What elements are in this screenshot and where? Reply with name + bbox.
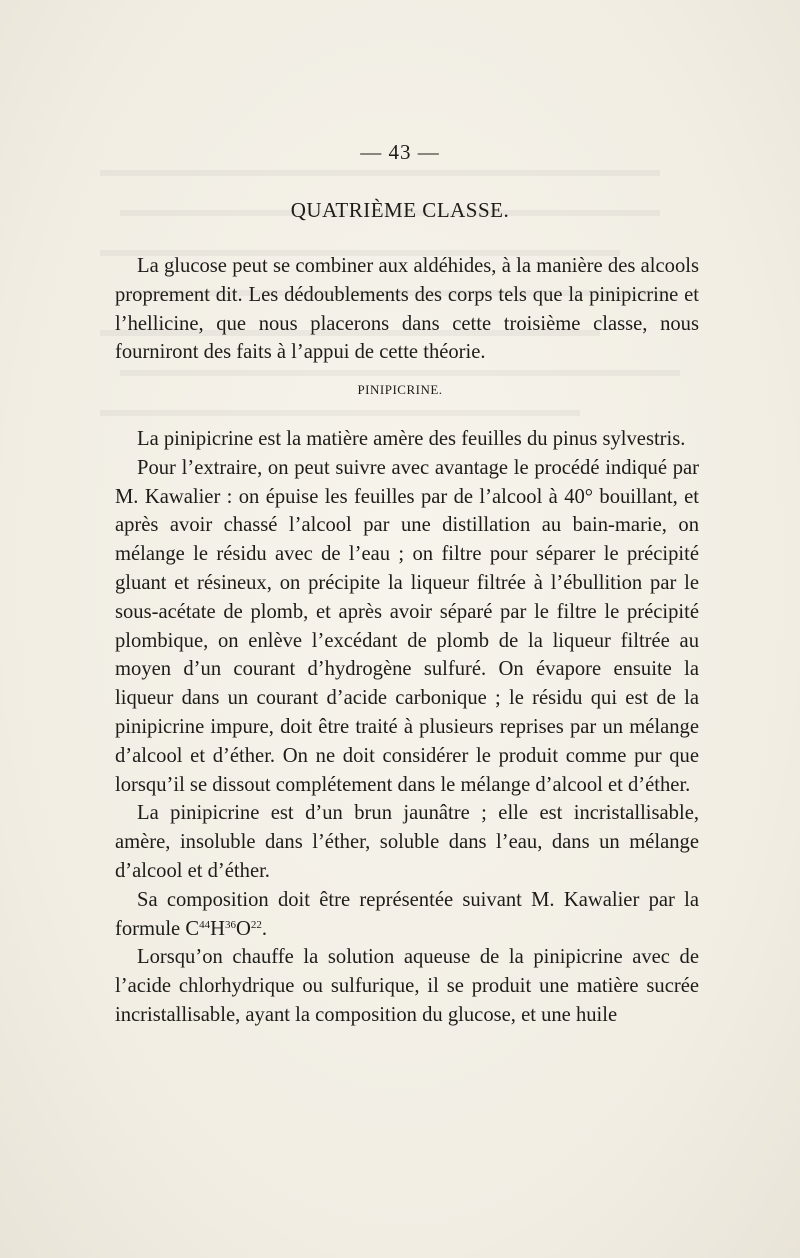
paragraph-extraction: Pour l’extraire, on peut suivre avec avantage le procédé indiqué par M. Kawalier : on épuise les feuilles par de l’alcool à 40° bouillant, et après avoir chassé l’alcool par une distillation au bain-marie, on mélange le résidu avec de l’eau ; on filtre pour séparer le précipité gluant et résineux, on précipite la liqueur filtrée à l’ébullition par le sous-acétate de plomb, et après avoir séparé par le filtre le précipité plombique, on enlève l’excédant de plomb de la liqueur filtrée au moyen d’un courant d’hydrogène sulfuré. On évapore ensuite la liqueur dans un courant d’acide carbonique ; le résidu qui est de la pinipicrine impure, doit être traité à plusieurs reprises par un mélange d’alcool et d’éther. On ne doit considérer le produit comme pur que lorsqu’il se dissout complétement dans le mélange d’alcool et d’éther. <box>115 456 699 796</box>
paragraph-formula: Sa composition doit être représentée suivant M. Kawalier par la formule $C^{44}H^{36}O^{22}$. <box>115 888 699 940</box>
intro-section <box>115 252 699 367</box>
paragraph-hydrolysis: Lorsqu’on chauffe la solution aqueuse de la pinipicrine avec de l’acide chlorhydrique ou sulfurique, il se produit une matière sucrée incristallisable, ayant la composition du glucose, et une huile <box>115 946 699 1026</box>
paragraph-definition: La pinipicrine est la matière amère des feuilles du pinus sylvestris. <box>137 428 686 450</box>
paragraph-properties: La pinipicrine est d’un brun jaunâtre ; elle est incristallisable, amère, insoluble dans l’éther, soluble dans l’eau, dans un mélange d’alcool et d’éther. <box>115 802 699 882</box>
page-number: — 43 — <box>360 140 440 164</box>
intro-paragraph: La glucose peut se combiner aux aldéhides, à la manière des alcools proprement dit. Les dédoublements des corps tels que la pinipicrine et l’hellicine, que nous placerons dans cette troisième classe, nous fourniront des faits à l’appui de cette théorie. <box>115 255 699 364</box>
main-text <box>115 425 699 1030</box>
subheading: PINIPICRINE. <box>357 382 443 397</box>
formula-text: Sa composition doit être représentée suivant M. Kawalier par la formule <box>115 888 699 940</box>
chemical-formula: $C^{44}H^{36}O^{22}$ <box>185 917 262 940</box>
section-title: QUATRIÈME CLASSE. <box>290 198 510 222</box>
